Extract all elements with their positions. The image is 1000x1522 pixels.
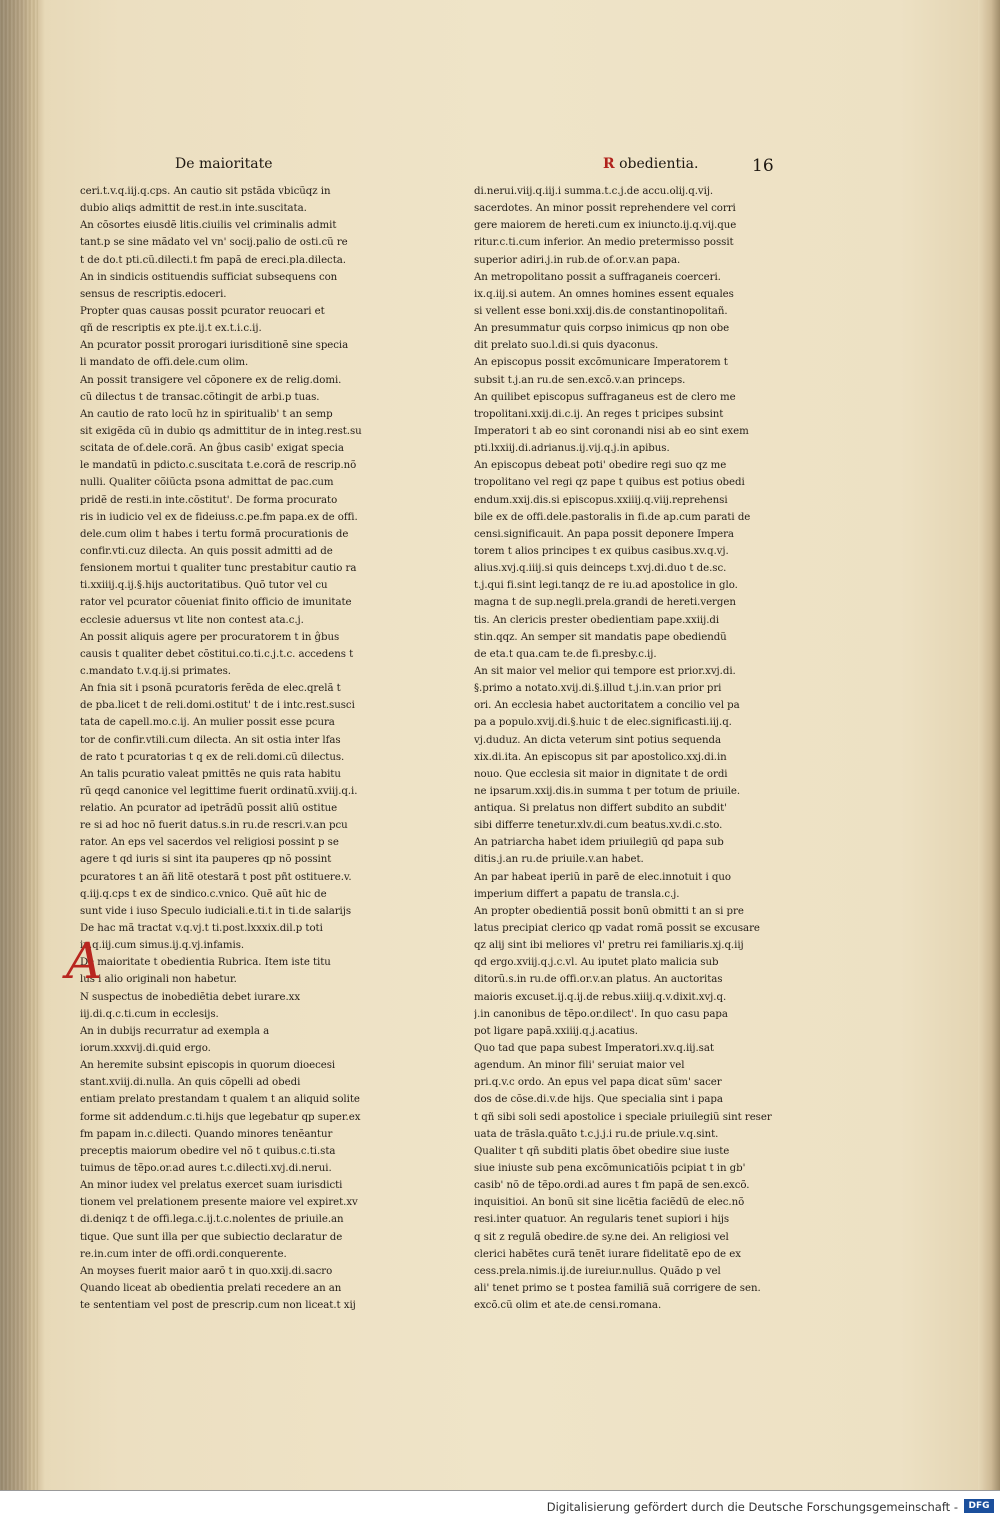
- text-line: De hac mã tractat v.q.vj.t ti.post.lxxxix.dil.p toti: [80, 923, 323, 935]
- text-line: Imperatori t ab eo sint coronandi nisi ab eo sint exem: [474, 425, 749, 437]
- text-line: An patriarcha habet idem priuilegiũ qd papa sub: [474, 837, 724, 849]
- text-line: ti.xxiiij.q.ij.§.hijs auctoritatibus. Quõ tutor vel cu: [80, 580, 328, 592]
- text-line: le mandatũ in pdicto.c.suscitata t.e.corã de rescrip.nõ: [80, 460, 357, 472]
- text-line: pcuratores t an ãñ litẽ otestarã t post pñt ostituere.v.: [80, 871, 352, 883]
- text-line: excõ.cũ olim et ate.de censi.romana.: [474, 1300, 662, 1312]
- text-line: tropolitano vel regi qz pape t quibus est potius obedi: [474, 477, 745, 489]
- text-line: fensionem mortui t qualiter tunc prestabitur cautio ra: [80, 563, 357, 575]
- text-line: §.primo a notato.xvij.di.§.illud t.j.in.v.an prior pri: [474, 683, 722, 695]
- text-line: An possit transigere vel cõponere ex de relig.domi.: [80, 374, 342, 386]
- text-line: ori. An ecclesia habet auctoritatem a concilio vel pa: [474, 700, 740, 712]
- text-line: De maioritate t obedientia Rubrica. Item iste titu: [80, 957, 331, 969]
- text-line: An quilibet episcopus suffraganeus est de clero me: [474, 391, 736, 403]
- text-line: ix.q.iij.si autem. An omnes homines essent equales: [474, 288, 734, 300]
- text-line: rator vel pcurator cõueniat finito officio de imunitate: [80, 597, 352, 609]
- text-line: gere maiorem de hereti.cum ex iniuncto.ij.q.vij.que: [474, 220, 737, 232]
- text-line: nulli. Qualiter cõiũcta psona admittat de pac.cum: [80, 477, 334, 489]
- text-line: tropolitani.xxij.di.c.ij. An reges t pricipes subsint: [474, 408, 724, 420]
- running-header-center-text: obedientia.: [614, 156, 699, 172]
- text-line: re.in.cum inter de offi.ordi.conquerente.: [80, 1248, 287, 1260]
- text-line: pot ligare papã.xxiiij.q.j.acatius.: [474, 1025, 638, 1037]
- text-line: N suspectus de inobediẽtia debet iurare.xx: [80, 991, 301, 1003]
- running-header-center: [603, 156, 698, 172]
- text-line: iij.di.q.c.ti.cum in ecclesijs.: [80, 1008, 219, 1020]
- text-line: sensus de rescriptis.edoceri.: [80, 288, 227, 300]
- text-line: An in sindicis ostituendis sufficiat subsequens con: [80, 271, 338, 283]
- text-line: Propter quas causas possit pcurator reuocari et: [80, 305, 325, 317]
- text-line: stin.qqz. An semper sit mandatis pape obediendũ: [474, 631, 727, 643]
- text-line: superior adiri.j.in rub.de of.or.v.an papa.: [474, 254, 681, 266]
- text-line: An sit maior vel melior qui tempore est prior.xvj.di.: [474, 665, 736, 677]
- dfg-logo: DFG: [964, 1499, 994, 1513]
- text-line: confir.vti.cuz dilecta. An quis possit admitti ad de: [80, 545, 333, 557]
- text-line: relatio. An pcurator ad ipetrãdũ possit aliũ ostitue: [80, 803, 338, 815]
- text-line: si vellent esse boni.xxij.dis.de constantinopolitañ.: [474, 305, 728, 317]
- text-line: An pcurator possit prorogari iurisditionẽ sine specia: [80, 340, 349, 352]
- red-initial-letter: A: [66, 932, 103, 990]
- text-line: An talis pcuratio valeat pmittẽs ne quis rata habitu: [80, 768, 341, 780]
- text-line: qz alij sint ibi meliores vl' pretru rei familiaris.xj.q.iij: [474, 940, 744, 952]
- text-line: An possit aliquis agere per procuratorem t in ĝbus: [80, 631, 340, 643]
- text-line: latus precipiat clerico qp vadat romã possit se excusare: [474, 923, 760, 935]
- text-line: pridẽ de resti.in inte.cõstitut'. De forma procurato: [80, 494, 338, 506]
- text-line: lus i alio originali non habetur.: [80, 974, 237, 986]
- text-line: di.deniqz t de offi.lega.c.ij.t.c.nolentes de priuile.an: [80, 1214, 344, 1226]
- text-line: An episcopus debeat poti' obedire regi suo qz me: [474, 460, 727, 472]
- text-line: casib' nõ de tẽpo.ordi.ad aures t fm papã de sen.excõ.: [474, 1180, 750, 1192]
- text-line: stant.xviij.di.nulla. An quis cõpelli ad obedi: [80, 1077, 301, 1089]
- text-line: tant.p se sine mãdato vel vn' socij.palio de osti.cũ re: [80, 237, 348, 249]
- text-line: An fnia sit i psonã pcuratoris ferẽda de elec.qrelã t: [80, 683, 341, 695]
- text-line: ritur.c.ti.cum inferior. An medio pretermisso possit: [474, 237, 734, 249]
- right-text-column: [474, 183, 796, 1314]
- text-line: dubio aliqs admittit de rest.in inte.suscitata.: [80, 203, 307, 215]
- text-line: pti.lxxiij.di.adrianus.ij.vij.q.j.in apibus.: [474, 443, 670, 455]
- text-line: subsit t.j.an ru.de sen.excõ.v.an princeps.: [474, 374, 686, 386]
- rubric-mark: R: [603, 156, 615, 172]
- text-line: rator. An eps vel sacerdos vel religiosi possint p se: [80, 837, 339, 849]
- page-number: 16: [752, 156, 774, 176]
- text-line: antiqua. Si prelatus non differt subdito an subdit': [474, 803, 727, 815]
- text-line: alius.xvj.q.iiij.si quis deinceps t.xvj.di.duo t de.sc.: [474, 563, 727, 575]
- text-line: maioris excuset.ij.q.ij.de rebus.xiiij.q.v.dixit.xvj.q.: [474, 991, 727, 1003]
- text-line: An metropolitano possit a suffraganeis coerceri.: [474, 271, 721, 283]
- running-header: [175, 156, 775, 180]
- text-line: An moyses fuerit maior aarõ t in quo.xxij.di.sacro: [80, 1265, 333, 1277]
- text-line: entiam prelato prestandam t qualem t an aliquid solite: [80, 1094, 360, 1106]
- text-line: clerici habẽtes curã tenẽt iurare fidelitatẽ epo de ex: [474, 1248, 741, 1260]
- text-line: te sententiam vel post de prescrip.cum non liceat.t xij: [80, 1300, 356, 1312]
- text-line: scitata de of.dele.corã. An ĝbus casib' exigat specia: [80, 443, 344, 455]
- text-line: endum.xxij.dis.si episcopus.xxiiij.q.viij.reprehensi: [474, 494, 728, 506]
- text-line: censi.significauit. An papa possit deponere Impera: [474, 528, 734, 540]
- text-line: An cautio de rato locũ hz in spiritualib' t an semp: [80, 408, 333, 420]
- text-line: agendum. An minor fili' seruiat maior vel: [474, 1060, 685, 1072]
- text-line: xix.di.ita. An episcopus sit par apostolico.xxj.di.in: [474, 751, 727, 763]
- text-line: Quo tad que papa subest Imperatori.xv.q.iij.sat: [474, 1043, 714, 1055]
- text-line: ditorũ.s.in ru.de offi.or.v.an platus. An auctoritas: [474, 974, 723, 986]
- text-line: de pba.licet t de reli.domi.ostitut' t de i intc.rest.susci: [80, 700, 355, 712]
- text-line: imperium differt a papatu de transla.c.j.: [474, 888, 680, 900]
- text-line: inquisitioi. An bonũ sit sine licẽtia faciẽdũ de elec.nõ: [474, 1197, 745, 1209]
- text-line: An propter obedientiã possit bonũ obmitti t an si pre: [474, 905, 744, 917]
- text-line: bile ex de offi.dele.pastoralis in fi.de ap.cum parati de: [474, 511, 751, 523]
- text-line: ceri.t.v.q.iij.q.cps. An cautio sit pstãda vbicũqz in: [80, 186, 331, 197]
- text-line: qñ de rescriptis ex pte.ij.t ex.t.i.c.ij.: [80, 323, 262, 335]
- footer-bar: [0, 1490, 1000, 1522]
- text-line: An heremite subsint episcopis in quorum dioecesi: [80, 1060, 336, 1072]
- left-text-column: [80, 183, 405, 1314]
- text-line: An presummatur quis corpso inimicus qp non obe: [474, 323, 730, 335]
- text-line: dele.cum olim t habes i tertu formã procurationis de: [80, 528, 349, 540]
- text-line: preceptis maiorum obedire vel nõ t quibus.c.ti.sta: [80, 1145, 336, 1157]
- text-line: An cõsortes eiusdẽ litis.ciuilis vel criminalis admit: [80, 220, 337, 232]
- book-page-edge-right: [978, 0, 1000, 1490]
- text-line: ix.q.iij.cum simus.ij.q.vj.infamis.: [80, 940, 245, 952]
- text-line: nouo. Que ecclesia sit maior in dignitate t de ordi: [474, 768, 728, 780]
- text-line: re si ad hoc nõ fuerit datus.s.in ru.de rescri.v.an pcu: [80, 820, 348, 832]
- text-line: An minor iudex vel prelatus exercet suam iurisdicti: [80, 1180, 343, 1192]
- text-line: sunt vide i iuso Speculo iudiciali.e.ti.t in ti.de salarijs: [80, 905, 352, 917]
- text-line: tata de capell.mo.c.ij. An mulier possit esse pcura: [80, 717, 335, 729]
- text-line: tuimus de tẽpo.or.ad aures t.c.dilecti.xvj.di.nerui.: [80, 1163, 332, 1175]
- text-line: di.nerui.viij.q.iij.i summa.t.c.j.de accu.olij.q.vij.: [474, 186, 714, 197]
- text-line: dit prelato suo.l.di.si quis dyaconus.: [474, 340, 659, 352]
- text-line: ali' tenet primo se t postea familiã suã corrigere de sen.: [474, 1283, 761, 1294]
- text-line: dos de cõse.di.v.de hijs. Que specialia sint i papa: [474, 1094, 723, 1106]
- text-line: t.j.qui fi.sint legi.tanqz de re iu.ad apostolice in glo.: [474, 580, 738, 592]
- text-line: rũ qeqd canonice vel legittime fuerit ordinatũ.xviij.q.i.: [80, 785, 358, 797]
- text-line: li mandato de offi.dele.cum olim.: [80, 357, 249, 369]
- text-line: vj.duduz. An dicta veterum sint potius sequenda: [474, 734, 722, 746]
- text-line: de rato t pcuratorias t q ex de reli.domi.cũ dilectus.: [80, 751, 345, 763]
- text-line: agere t qd iuris si sint ita pauperes qp nõ possint: [80, 854, 332, 866]
- text-line: fm papam in.c.dilecti. Quando minores tenẽantur: [80, 1128, 333, 1140]
- text-line: An episcopus possit excõmunicare Imperatorem t: [474, 357, 728, 369]
- text-line: tis. An clericis prester obedientiam pape.xxiij.di: [474, 614, 720, 626]
- funding-credit: Digitalisierung gefördert durch die Deutsche Forschungsgemeinschaft -: [546, 1500, 958, 1514]
- text-line: cess.prela.nimis.ij.de iureiur.nullus. Quãdo p vel: [474, 1265, 721, 1277]
- text-line: tionem vel prelationem presente maiore vel expiret.xv: [80, 1197, 358, 1209]
- running-header-left: De maioritate: [175, 156, 273, 172]
- text-line: de eta.t qua.cam te.de fi.presby.c.ij.: [474, 648, 657, 660]
- text-line: forme sit addendum.c.ti.hijs que legebatur qp super.ex: [80, 1111, 361, 1123]
- text-line: t qñ sibi soli sedi apostolice i speciale priuilegiũ sint reser: [474, 1111, 772, 1123]
- text-line: magna t de sup.negli.prela.grandi de hereti.vergen: [474, 597, 736, 609]
- text-line: pa a populo.xvij.di.§.huic t de elec.significasti.iij.q.: [474, 717, 732, 729]
- text-line: c.mandato t.v.q.ij.si primates.: [80, 665, 231, 677]
- text-line: j.in canonibus de tẽpo.or.dilect'. In quo casu papa: [474, 1008, 728, 1020]
- text-line: q sit z regulã obedire.de sy.ne dei. An religiosi vel: [474, 1231, 729, 1243]
- text-line: Qualiter t qñ subditi platis õbet obedire siue iuste: [474, 1145, 730, 1157]
- book-page-edges-left: [0, 0, 38, 1490]
- text-line: tor de confir.vtili.cum dilecta. An sit ostia inter lfas: [80, 734, 341, 746]
- text-line: iorum.xxxvij.di.quid ergo.: [80, 1043, 211, 1055]
- text-line: t de do.t pti.cũ.dilecti.t fm papã de ereci.pla.dilecta.: [80, 254, 346, 266]
- text-line: pri.q.v.c ordo. An epus vel papa dicat sũm' sacer: [474, 1077, 722, 1089]
- text-line: sacerdotes. An minor possit reprehendere vel corri: [474, 203, 736, 215]
- text-line: qd ergo.xviij.q.j.c.vl. Au iputet plato malicia sub: [474, 957, 719, 969]
- text-line: Quando liceat ab obedientia prelati recedere an an: [80, 1283, 342, 1294]
- text-line: An in dubijs recurratur ad exempla a: [80, 1025, 270, 1037]
- text-line: sibi differre tenetur.xlv.di.cum beatus.xv.di.c.sto.: [474, 820, 723, 832]
- text-line: ecclesie aduersus vt lite non contest ata.c.j.: [80, 614, 304, 626]
- text-line: cũ dilectus t de transac.cõtingit de arbi.p tuas.: [80, 391, 320, 403]
- text-line: q.iij.q.cps t ex de sindico.c.vnico. Quẽ aũt hic de: [80, 888, 327, 900]
- text-line: torem t alios principes t ex quibus casibus.xv.q.vj.: [474, 545, 729, 557]
- text-line: ditis.j.an ru.de priuile.v.an habet.: [474, 854, 644, 866]
- text-line: tique. Que sunt illa per que subiectio declaratur de: [80, 1231, 343, 1243]
- text-line: uata de trãsla.quãto t.c.j.j.i ru.de priule.v.q.sint.: [474, 1128, 719, 1140]
- text-line: resi.inter quatuor. An regularis tenet supiori i hijs: [474, 1214, 730, 1226]
- text-line: An par habeat iperiũ in parẽ de elec.innotuit i quo: [474, 871, 731, 883]
- text-line: causis t qualiter debet cõstitui.co.ti.c.j.t.c. accedens t: [80, 648, 354, 660]
- text-line: ne ipsarum.xxij.dis.in summa t per totum de priuile.: [474, 785, 741, 797]
- text-line: ris in iudicio vel ex de fideiuss.c.pe.fm papa.ex de offi.: [80, 511, 358, 523]
- text-line: siue iniuste sub pena excõmunicatiõis pcipiat t in gb': [474, 1163, 746, 1175]
- text-line: sit exigẽda cũ in dubio qs admittitur de in integ.rest.su: [80, 425, 362, 437]
